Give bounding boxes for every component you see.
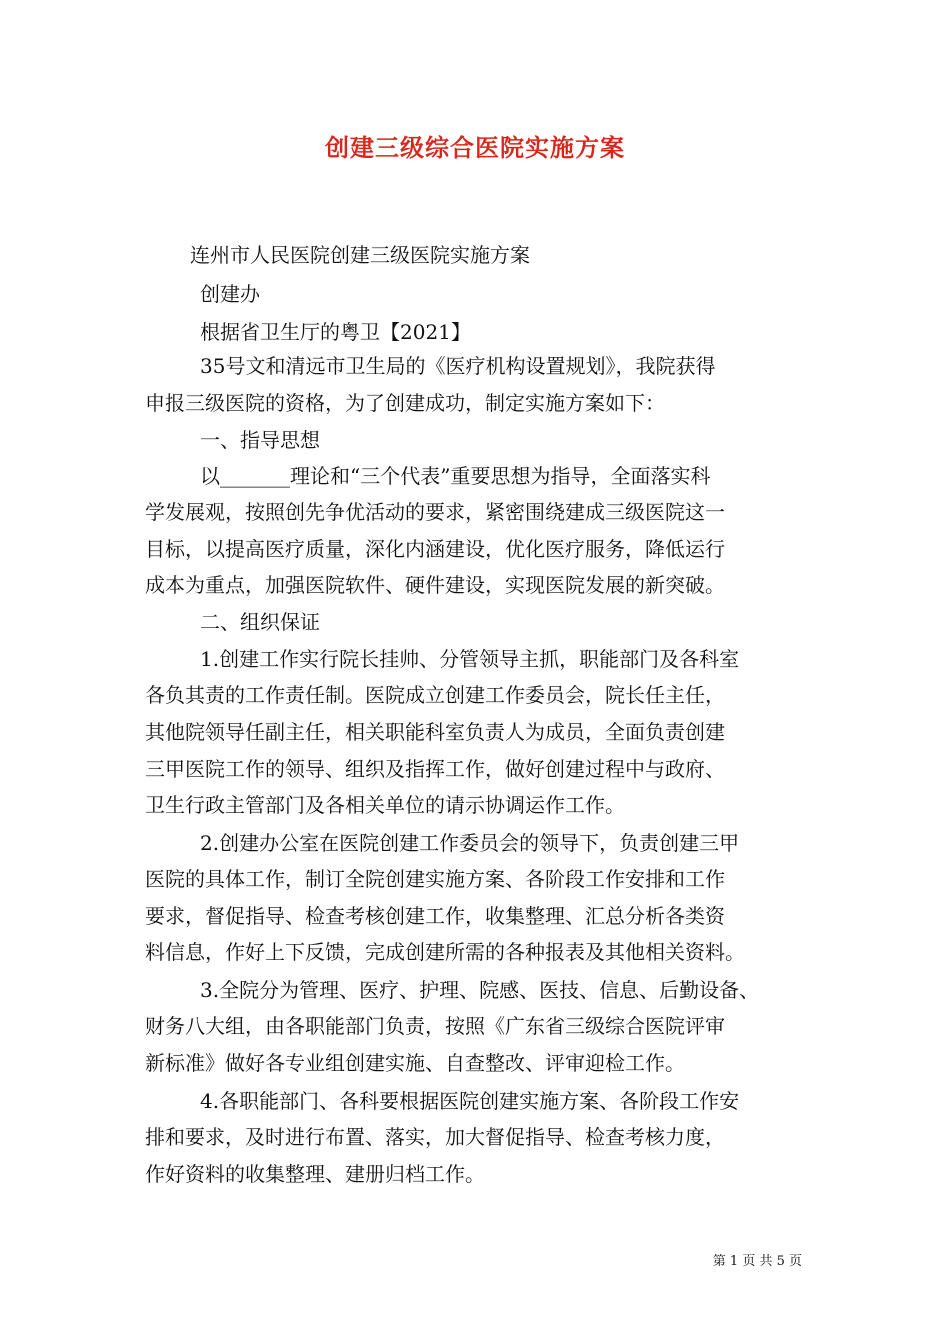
paragraph-line: 财务八大组，由各职能部门负责，按照《广东省三级综合医院评审 [145, 1014, 725, 1038]
paragraph-line: 申报三级医院的资格，为了创建成功，制定实施方案如下： [145, 391, 665, 415]
paragraph-line: 根据省卫生厅的粤卫【2021】 [200, 320, 471, 344]
paragraph-line: 35号文和清远市卫生局的《医疗机构设置规划》，我院获得 [200, 354, 716, 378]
document-title: 创建三级综合医院实施方案 [325, 133, 625, 162]
paragraph-line: 排和要求，及时进行布置、落实，加大督促指导、检查考核力度， [145, 1125, 725, 1149]
section-heading: 二、组织保证 [200, 610, 320, 634]
paragraph-line: 4.各职能部门、各科要根据医院创建实施方案、各阶段工作安 [200, 1089, 740, 1113]
paragraph-line: 卫生行政主管部门及各相关单位的请示协调运作工作。 [145, 793, 625, 817]
paragraph-line: 1.创建工作实行院长挂帅、分管领导主抓，职能部门及各科室 [200, 647, 740, 671]
paragraph-line: 2.创建办公室在医院创建工作委员会的领导下，负责创建三甲 [200, 831, 740, 855]
paragraph-line: 其他院领导任副主任，相关职能科室负责人为成员，全面负责创建 [145, 720, 725, 744]
paragraph-line: 作好资料的收集整理、建册归档工作。 [145, 1162, 485, 1186]
paragraph-line: 各负其责的工作责任制。医院成立创建工作委员会，院长任主任， [145, 683, 725, 707]
paragraph-line: 3.全院分为管理、医疗、护理、院感、医技、信息、后勤设备、 [200, 978, 760, 1002]
document-subtitle: 连州市人民医院创建三级医院实施方案 [190, 243, 530, 267]
paragraph-line: 三甲医院工作的领导、组织及指挥工作，做好创建过程中与政府、 [145, 757, 725, 781]
paragraph-line: 医院的具体工作，制订全院创建实施方案、各阶段工作安排和工作 [145, 867, 725, 891]
paragraph-line: 以_______理论和“三个代表”重要思想为指导，全面落实科 [200, 464, 711, 488]
section-heading: 一、指导思想 [200, 428, 320, 452]
paragraph-line: 成本为重点，加强医院软件、硬件建设，实现医院发展的新突破。 [145, 573, 725, 597]
department-line: 创建办 [200, 282, 260, 306]
paragraph-line: 新标准》做好各专业组创建实施、自查整改、评审迎检工作。 [145, 1051, 685, 1075]
paragraph-line: 料信息，作好上下反馈，完成创建所需的各种报表及其他相关资料。 [145, 940, 745, 964]
paragraph-line: 学发展观，按照创先争优活动的要求，紧密围绕建成三级医院这一 [145, 500, 725, 524]
paragraph-line: 要求，督促指导、检查考核创建工作，收集整理、汇总分析各类资 [145, 904, 725, 928]
paragraph-line: 目标，以提高医疗质量，深化内涵建设，优化医疗服务，降低运行 [145, 537, 725, 561]
page-number-footer: 第 1 页 共 5 页 [712, 1254, 802, 1269]
